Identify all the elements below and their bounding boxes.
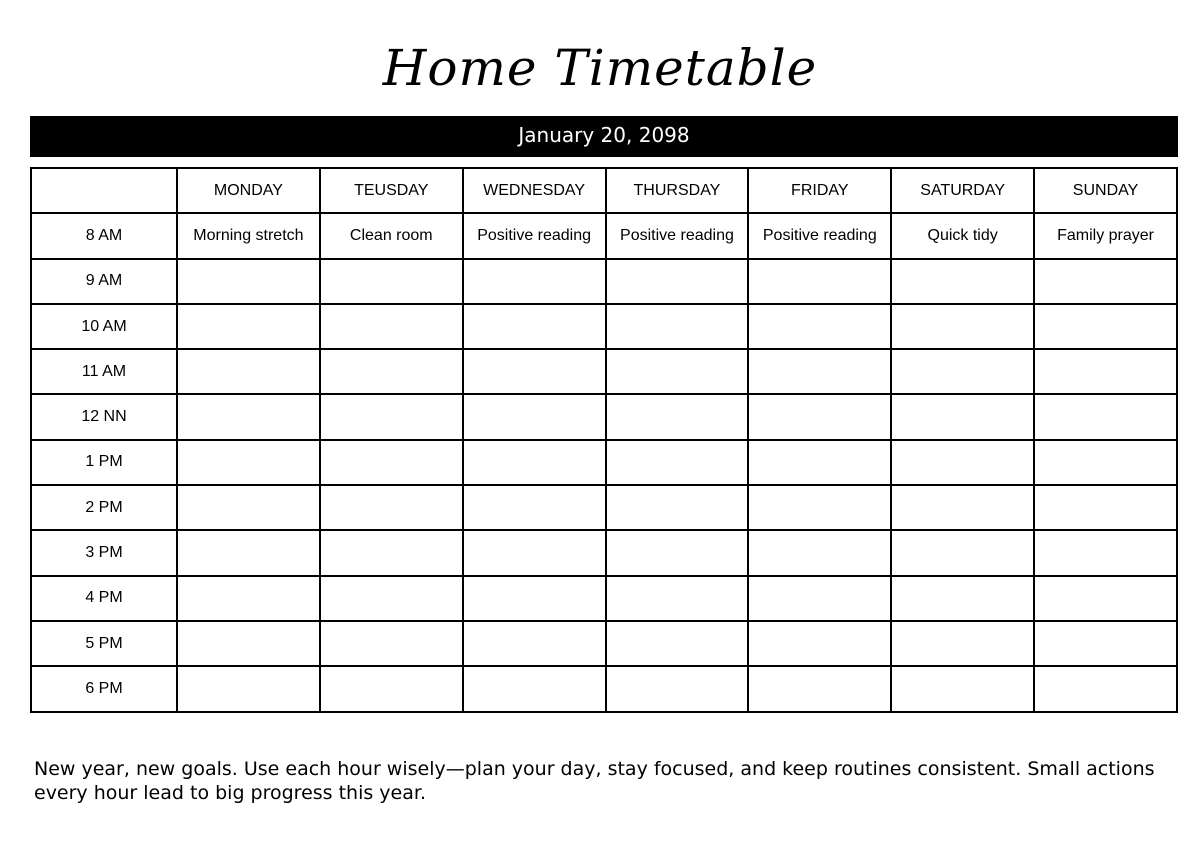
schedule-cell-tuesday — [320, 485, 463, 530]
schedule-cell-thursday — [606, 666, 749, 711]
schedule-cell-saturday — [891, 621, 1034, 666]
schedule-cell-saturday — [891, 576, 1034, 621]
schedule-cell-tuesday: Clean room — [320, 213, 463, 258]
page-title: Home Timetable — [382, 39, 818, 97]
schedule-cell-saturday — [891, 394, 1034, 439]
schedule-cell-friday — [748, 349, 891, 394]
schedule-cell-tuesday — [320, 666, 463, 711]
schedule-cell-wednesday — [463, 621, 606, 666]
table-row — [31, 304, 1177, 349]
schedule-cell-thursday — [606, 304, 749, 349]
schedule-cell-friday — [748, 530, 891, 575]
schedule-cell-tuesday — [320, 394, 463, 439]
schedule-cell-friday — [748, 485, 891, 530]
schedule-cell-saturday — [891, 304, 1034, 349]
day-header-friday: FRIDAY — [748, 168, 891, 213]
table-row — [31, 666, 1177, 711]
schedule-cell-wednesday: Positive reading — [463, 213, 606, 258]
schedule-cell-thursday — [606, 576, 749, 621]
time-label: 10 AM — [31, 304, 177, 349]
schedule-cell-saturday — [891, 485, 1034, 530]
table-row — [31, 576, 1177, 621]
schedule-cell-thursday — [606, 530, 749, 575]
schedule-cell-wednesday — [463, 576, 606, 621]
schedule-cell-monday: Morning stretch — [177, 213, 320, 258]
schedule-cell-sunday — [1034, 666, 1177, 711]
table-row — [31, 213, 1177, 258]
schedule-cell-friday — [748, 666, 891, 711]
table-row — [31, 530, 1177, 575]
schedule-cell-sunday — [1034, 621, 1177, 666]
time-label: 8 AM — [31, 213, 177, 258]
schedule-cell-monday — [177, 304, 320, 349]
time-label: 6 PM — [31, 666, 177, 711]
schedule-cell-saturday — [891, 349, 1034, 394]
schedule-cell-monday — [177, 349, 320, 394]
schedule-cell-friday — [748, 576, 891, 621]
day-header-wednesday: WEDNESDAY — [463, 168, 606, 213]
schedule-cell-wednesday — [463, 485, 606, 530]
schedule-cell-tuesday — [320, 576, 463, 621]
schedule-cell-wednesday — [463, 304, 606, 349]
schedule-cell-monday — [177, 666, 320, 711]
schedule-cell-wednesday — [463, 530, 606, 575]
schedule-cell-tuesday — [320, 621, 463, 666]
schedule-cell-wednesday — [463, 259, 606, 304]
time-label: 9 AM — [31, 259, 177, 304]
timetable — [30, 167, 1178, 713]
schedule-cell-wednesday — [463, 394, 606, 439]
time-label: 5 PM — [31, 621, 177, 666]
schedule-cell-sunday — [1034, 349, 1177, 394]
table-row — [31, 259, 1177, 304]
schedule-cell-sunday — [1034, 440, 1177, 485]
table-row — [31, 349, 1177, 394]
schedule-cell-saturday — [891, 530, 1034, 575]
schedule-cell-friday — [748, 621, 891, 666]
table-row — [31, 440, 1177, 485]
day-header-sunday: SUNDAY — [1034, 168, 1177, 213]
schedule-cell-sunday — [1034, 576, 1177, 621]
schedule-cell-monday — [177, 485, 320, 530]
schedule-cell-wednesday — [463, 666, 606, 711]
table-row — [31, 621, 1177, 666]
schedule-cell-saturday: Quick tidy — [891, 213, 1034, 258]
footer-note: New year, new goals. Use each hour wisely—plan your day, stay focused, and keep routines consistent. Small actions every hour lead to big progress this year. — [34, 758, 1155, 804]
timetable-body — [31, 213, 1177, 711]
schedule-cell-tuesday — [320, 349, 463, 394]
schedule-cell-tuesday — [320, 530, 463, 575]
schedule-cell-monday — [177, 530, 320, 575]
schedule-cell-sunday — [1034, 259, 1177, 304]
schedule-cell-sunday — [1034, 394, 1177, 439]
schedule-cell-wednesday — [463, 349, 606, 394]
schedule-cell-friday — [748, 304, 891, 349]
day-header-monday: MONDAY — [177, 168, 320, 213]
schedule-cell-thursday — [606, 259, 749, 304]
schedule-cell-friday — [748, 394, 891, 439]
time-label: 1 PM — [31, 440, 177, 485]
schedule-cell-monday — [177, 259, 320, 304]
time-label: 11 AM — [31, 349, 177, 394]
schedule-cell-monday — [177, 576, 320, 621]
schedule-cell-monday — [177, 394, 320, 439]
day-header-saturday: SATURDAY — [891, 168, 1034, 213]
schedule-cell-thursday — [606, 394, 749, 439]
schedule-cell-sunday — [1034, 485, 1177, 530]
schedule-cell-tuesday — [320, 440, 463, 485]
schedule-cell-sunday — [1034, 530, 1177, 575]
schedule-cell-saturday — [891, 440, 1034, 485]
schedule-cell-tuesday — [320, 259, 463, 304]
schedule-cell-saturday — [891, 666, 1034, 711]
date-banner: January 20, 2098 — [30, 116, 1178, 157]
schedule-cell-monday — [177, 440, 320, 485]
day-header-thursday: THURSDAY — [606, 168, 749, 213]
table-row — [31, 485, 1177, 530]
schedule-cell-monday — [177, 621, 320, 666]
schedule-cell-wednesday — [463, 440, 606, 485]
time-label: 2 PM — [31, 485, 177, 530]
schedule-cell-thursday: Positive reading — [606, 213, 749, 258]
table-row — [31, 394, 1177, 439]
schedule-cell-thursday — [606, 485, 749, 530]
schedule-cell-tuesday — [320, 304, 463, 349]
day-header-tuesday: TEUSDAY — [320, 168, 463, 213]
schedule-cell-sunday: Family prayer — [1034, 213, 1177, 258]
schedule-cell-thursday — [606, 440, 749, 485]
schedule-cell-sunday — [1034, 304, 1177, 349]
schedule-cell-friday: Positive reading — [748, 213, 891, 258]
schedule-cell-thursday — [606, 621, 749, 666]
schedule-cell-friday — [748, 440, 891, 485]
time-label: 4 PM — [31, 576, 177, 621]
schedule-cell-thursday — [606, 349, 749, 394]
header-row — [31, 168, 1177, 213]
time-label: 12 NN — [31, 394, 177, 439]
schedule-cell-friday — [748, 259, 891, 304]
schedule-cell-saturday — [891, 259, 1034, 304]
corner-cell — [31, 168, 177, 213]
time-label: 3 PM — [31, 530, 177, 575]
